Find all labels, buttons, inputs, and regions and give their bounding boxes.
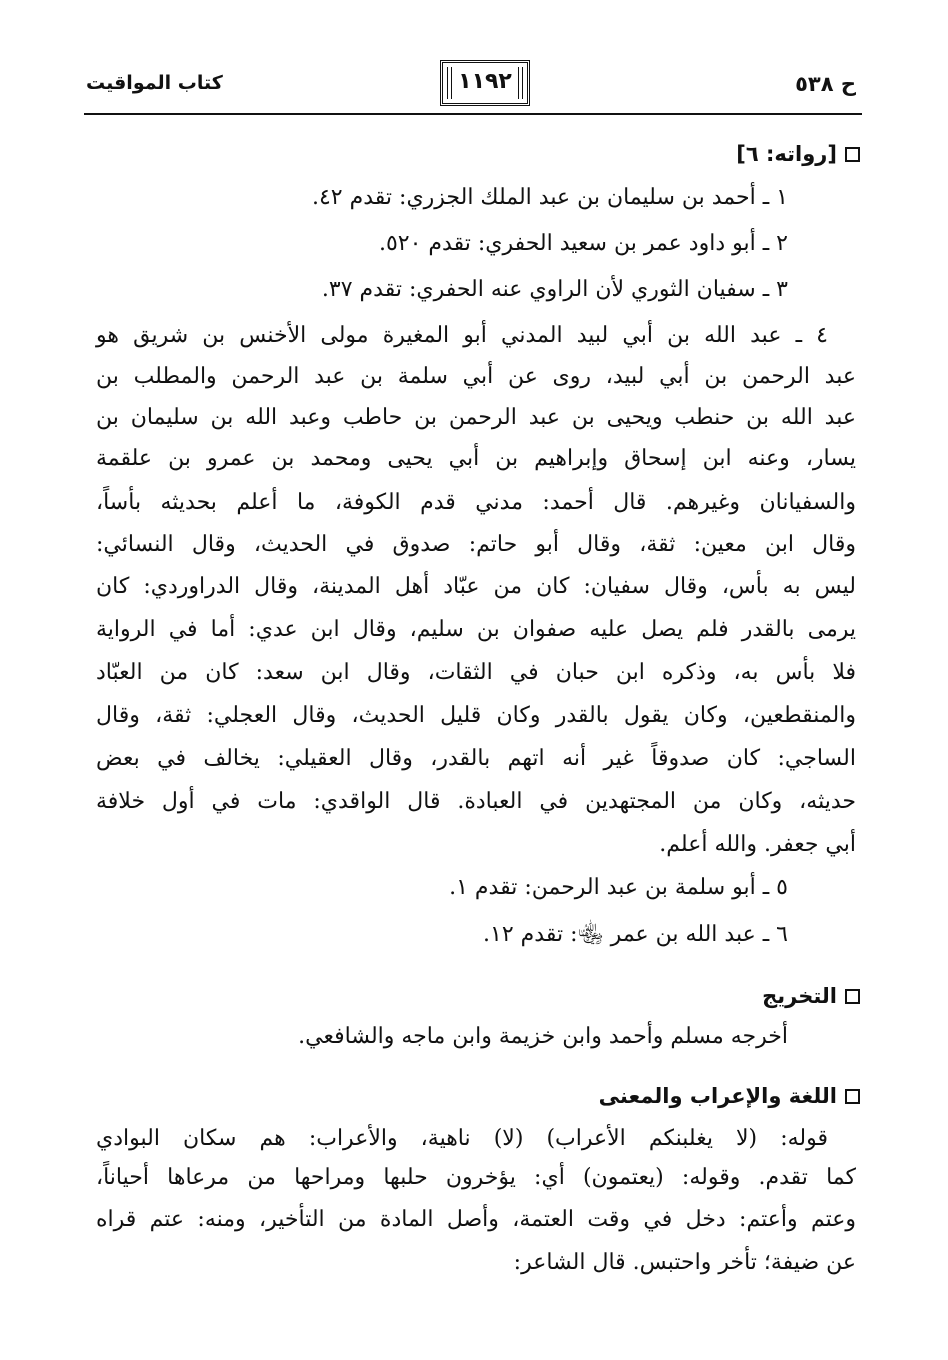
narrator-line: فلا بأس به، وذكره ابن حبان في الثقات، وقال ابن سعد: كان من العبّاد: [96, 660, 856, 685]
square-bullet-icon: [845, 989, 860, 1004]
narrator-line: ٥ ـ أبو سلمة بن عبد الرحمن: تقدم ١.: [449, 875, 788, 900]
narrators-heading: [736, 142, 860, 166]
language-line: عن ضيفة؛ تأخر واحتبس. قال الشاعر:: [513, 1250, 856, 1275]
narrator-line: والمنقطعين، وكان يقول بالقدر وكان قليل الحديث، وقال العجلي: ثقة، وقال: [96, 703, 856, 728]
narrator-line: وقال ابن معين: ثقة، وقال أبو حاتم: صدوق في الحديث، وقال النسائي:: [96, 532, 856, 557]
language-line: كما تقدم. وقوله: (يعتمون) أي: يؤخرون حلبها ومراحها من مرعاها أحياناً،: [96, 1165, 856, 1190]
narrator-line: ٤ ـ عبد الله بن أبي لبيد المدني أبو المغيرة مولى الأخنس بن شريق هو: [96, 323, 828, 348]
page-reference: ح ٥٣٨: [795, 72, 856, 96]
narrator-line: أبي جعفر. والله أعلم.: [659, 832, 856, 857]
takhrij-line: أخرجه مسلم وأحمد وابن خزيمة وابن ماجه والشافعي.: [298, 1024, 788, 1049]
language-heading: [599, 1084, 860, 1108]
narrator-line: الساجي: كان صدوقاً غير أنه اتهم بالقدر، وقال العقيلي: يخالف في بعض: [96, 746, 856, 771]
header-divider: [84, 113, 862, 115]
narrator-line: ٣ ـ سفيان الثوري لأن الراوي عنه الحفري: تقدم ٣٧.: [321, 277, 788, 302]
narrator-line: ٦ ـ عبد الله بن عمر ﵄: تقدم ١٢.: [483, 922, 788, 947]
narrator-line: ٢ ـ أبو داود عمر بن سعيد الحفري: تقدم ٥٢٠.: [378, 231, 788, 256]
narrator-line: عبد الله بن حنطب ويحيى بن عبد الرحمن بن حاطب وعبد الله بن سليمان بن: [96, 405, 856, 430]
narrator-line: حديثه، وكان من المجتهدين في العبادة. قال الواقدي: مات في أول خلافة: [96, 789, 856, 814]
narrator-line: ليس به بأس، وقال سفيان: كان من عبّاد أهل المدينة، وقال الدراوردي: كان: [96, 574, 856, 599]
takhrij-title: التخريج: [762, 984, 837, 1008]
narrator-line: والسفيانان وغيرهم. قال أحمد: مدني قدم الكوفة، ما أعلم بحديثه بأساً،: [96, 490, 856, 515]
hadith-number: ١١٩٢: [458, 69, 512, 94]
takhrij-heading: [762, 984, 860, 1008]
square-bullet-icon: [845, 1089, 860, 1104]
narrator-line: يسار، وعنه ابن إسحاق وإبراهيم بن أبي يحيى ومحمد بن عمرو بن علقمة: [96, 446, 856, 471]
narrator-line: عبد الرحمن بن أبي لبيد، روى عن أبي سلمة بن عبد الرحمن والمطلب بن: [96, 364, 856, 389]
language-title: اللغة والإعراب والمعنى: [598, 1084, 837, 1108]
hadith-number-frame: [440, 60, 530, 106]
language-line: وعتم وأعتم: دخل في وقت العتمة، وأصل المادة من التأخير، ومنه: عتم قراه: [96, 1207, 856, 1232]
narrator-line: ١ ـ أحمد بن سليمان بن عبد الملك الجزري: تقدم ٤٢.: [311, 185, 788, 210]
book-title: كتاب المواقيت: [86, 72, 223, 94]
square-bullet-icon: [845, 147, 860, 162]
narrators-title: [رواته: ٦]: [736, 142, 837, 166]
narrator-line: يرمى بالقدر فلم يصل عليه صفوان بن سليم، وقال ابن عدي: أما في الرواية: [96, 617, 856, 642]
language-line: قوله: (لا يغلبنكم الأعراب) (لا) ناهية، والأعراب: هم سكان البوادي: [96, 1126, 828, 1151]
